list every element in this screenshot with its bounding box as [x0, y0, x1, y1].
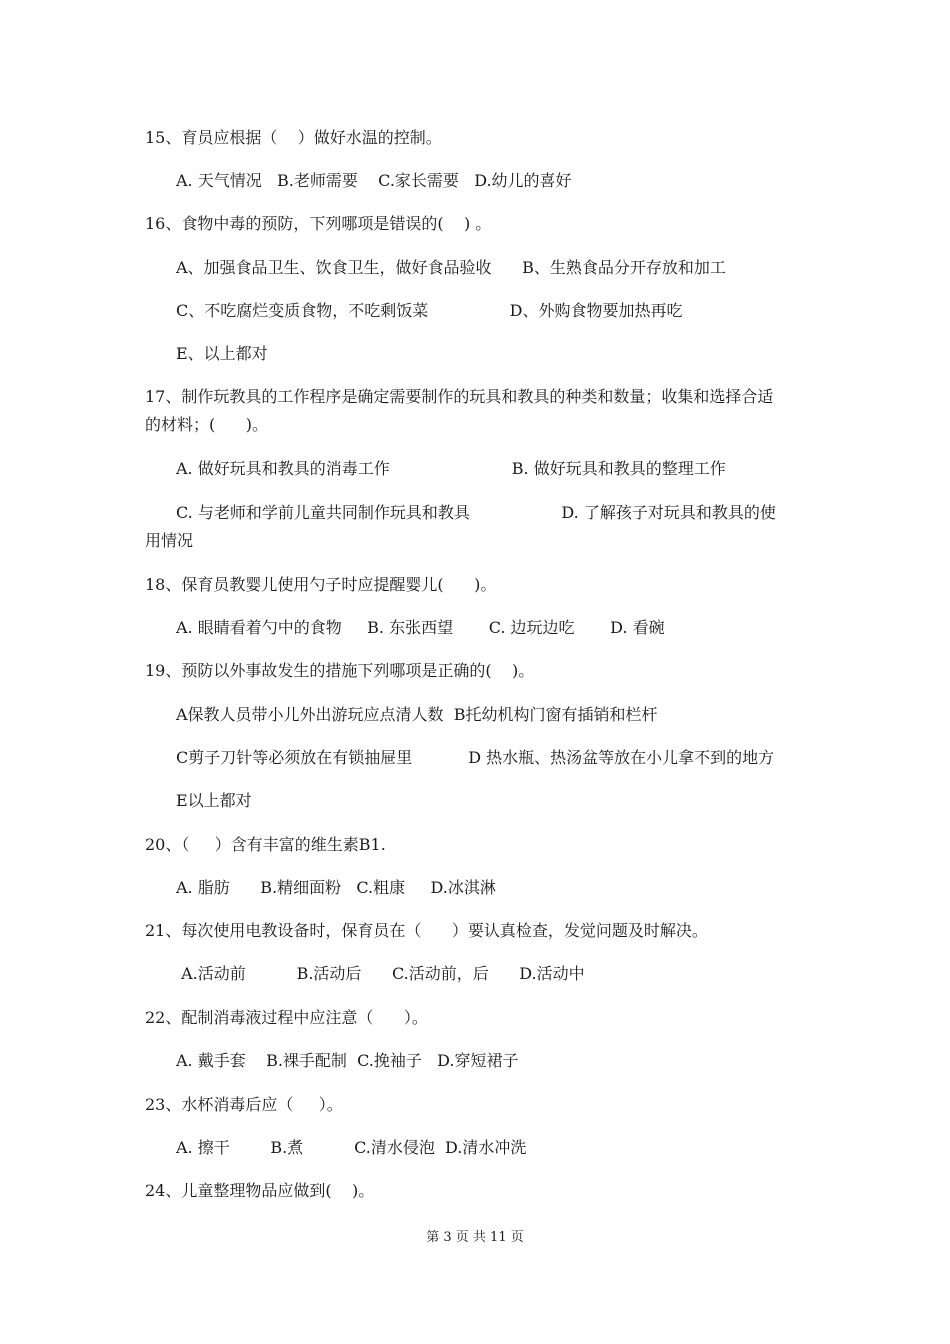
question-18: 18、保育员教婴儿使用勺子时应提醒婴儿( )。: [145, 575, 497, 594]
question-20: 20、（ ）含有丰富的维生素B1.: [145, 835, 386, 854]
question-23: 23、水杯消毒后应（ ）。: [145, 1095, 343, 1114]
question-17-cont: 的材料；( )。: [145, 415, 269, 434]
question-16: 16、食物中毒的预防，下列哪项是错误的( ) 。: [145, 214, 492, 233]
page-footer: 第 3 页 共 11 页: [426, 1230, 524, 1245]
question-17-option-ab: A. 做好玩具和教具的消毒工作 B. 做好玩具和教具的整理工作: [176, 459, 726, 478]
question-16-option-e: E、以上都对: [176, 344, 268, 363]
question-16-option-cd: C、不吃腐烂变质食物，不吃剩饭菜 D、外购食物要加热再吃: [176, 301, 683, 320]
question-21: 21、每次使用电教设备时，保育员在（ ）要认真检查，发觉问题及时解决。: [145, 921, 708, 940]
question-20-options: A. 脂肪 B.精细面粉 C.粗康 D.冰淇淋: [176, 878, 496, 897]
question-19-option-ab: A保教人员带小儿外出游玩应点清人数 B托幼机构门窗有插销和栏杆: [176, 705, 658, 724]
question-24: 24、儿童整理物品应做到( )。: [145, 1181, 375, 1200]
question-19-option-e: E以上都对: [176, 791, 252, 810]
question-15: 15、育员应根据（ ）做好水温的控制。: [145, 128, 442, 147]
question-19-option-cd: C剪子刀针等必须放在有锁抽屉里 D 热水瓶、热汤盆等放在小儿拿不到的地方: [176, 748, 775, 767]
question-17-option-cd: C. 与老师和学前儿童共同制作玩具和教具 D. 了解孩子对玩具和教具的使: [176, 503, 776, 522]
question-15-options: A. 天气情况 B.老师需要 C.家长需要 D.幼儿的喜好: [176, 171, 572, 190]
question-16-option-ab: A、加强食品卫生、饮食卫生，做好食品验收 B、生熟食品分开存放和加工: [176, 258, 726, 277]
question-17-option-d-cont: 用情况: [145, 531, 194, 550]
question-21-options: A.活动前 B.活动后 C.活动前，后 D.活动中: [176, 964, 585, 983]
question-22-options: A. 戴手套 B.裸手配制 C.挽袖子 D.穿短裙子: [176, 1051, 519, 1070]
question-19: 19、预防以外事故发生的措施下列哪项是正确的( )。: [145, 661, 535, 680]
question-23-options: A. 擦干 B.煮 C.清水侵泡 D.清水冲洗: [176, 1138, 527, 1157]
question-22: 22、配制消毒液过程中应注意（ ）。: [145, 1008, 428, 1027]
question-18-options: A. 眼睛看着勺中的食物 B. 东张西望 C. 边玩边吃 D. 看碗: [176, 618, 665, 637]
question-17: 17、制作玩教具的工作程序是确定需要制作的玩具和教具的种类和数量；收集和选择合适: [145, 387, 774, 406]
